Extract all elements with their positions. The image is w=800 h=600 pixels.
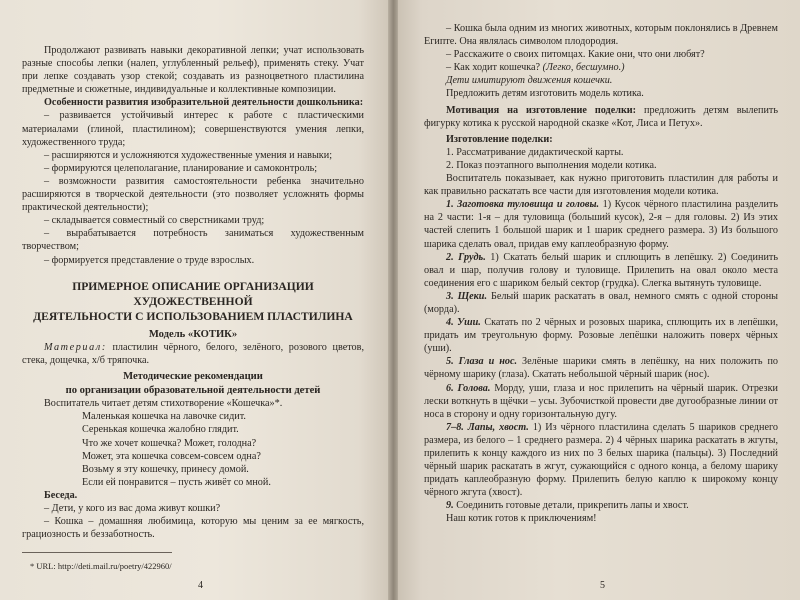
step-label: 4. Уши. bbox=[446, 317, 481, 329]
footnote-rule bbox=[22, 552, 172, 553]
talk-line: – Кошка – домашняя любимица, которую мы ценим за ее мягкость, грациозность и беззаботность. bbox=[22, 516, 364, 541]
step-label: 7–8. Лапы, хвост. bbox=[446, 421, 529, 433]
poem-line: Серенькая кошечка жалобно глядит. bbox=[82, 424, 239, 436]
poem-line: Возьму я эту кошечку, принесу домой. bbox=[82, 463, 249, 475]
materials-text: пластилин чёрного, белого, зелёного, розового цветов, стека, дощечка, х/б тряпочка. bbox=[22, 342, 364, 367]
poem-line: Может, эта кошечка совсем-совсем одна? bbox=[82, 450, 261, 462]
step-paragraph bbox=[424, 251, 778, 290]
features-list bbox=[22, 109, 364, 266]
step-paragraph bbox=[424, 499, 778, 512]
section-heading-line: ПРИМЕРНОЕ ОПИСАНИЕ ОРГАНИЗАЦИИ ХУДОЖЕСТВЕННОЙ bbox=[72, 279, 314, 308]
materials-paragraph bbox=[22, 341, 364, 367]
paragraph: – Расскажите о своих питомцах. Какие они, что они любят? bbox=[446, 49, 705, 61]
features-item: – возможности развития самостоятельности ребенка значительно расширяются в творческой деятельности (это позволяет усложнять формы практической деятельности); bbox=[22, 175, 364, 214]
poem-line: Если ей понравится – пусть живёт со мной. bbox=[82, 476, 271, 488]
features-title: Особенности развития изобразительной деятельности дошкольника: bbox=[44, 97, 364, 109]
features-item: – расширяются и усложняются художественные умения и навыки; bbox=[44, 149, 333, 161]
motivation-paragraph bbox=[424, 104, 778, 130]
recommendations-heading-line: по организации образовательной деятельности детей bbox=[65, 384, 321, 396]
left-page bbox=[0, 0, 390, 600]
step-label: 3. Щеки. bbox=[446, 290, 487, 302]
step-paragraph bbox=[424, 316, 778, 355]
making-step: 1. Рассматривание дидактической карты. bbox=[446, 146, 624, 158]
step-text: 1) Скатать белый шарик и сплющить в лепёшку. 2) Соединить овал и шар, получив голову и туловище. Прилепить на овал около места соединения его с шариком белый сектор (грудка). Слегка вытянуть туловище. bbox=[424, 251, 778, 289]
answer-text: (Легко, бесшумно.) bbox=[542, 62, 625, 74]
paragraph bbox=[424, 61, 778, 74]
materials-label: Материал: bbox=[44, 342, 107, 354]
step-text: Морду, уши, глаза и нос прилепить на чёрный шарик. Отрезки лески воткнуть в щёчки – усы. Зубочисткой провести две дугообразные линии от носа в сторону и одну горизонтальную дугу. bbox=[424, 382, 778, 420]
motivation-text: предложить детям вылепить фигурку котика к русской народной сказке «Кот, Лиса и Петух». bbox=[424, 104, 779, 129]
left-page-content bbox=[22, 44, 364, 541]
making-title: Изготовление поделки: bbox=[446, 133, 553, 145]
features-item: – формируются целеполагание, планирование и самоконтроль; bbox=[44, 162, 318, 174]
features-item: – складывается совместный со сверстниками труд; bbox=[44, 215, 265, 227]
paragraph: Дети имитируют движения кошечки. bbox=[446, 75, 613, 87]
model-title: Модель «КОТИК» bbox=[148, 328, 238, 340]
step-text: Соединить готовые детали, прикрепить лапы и хвост. bbox=[453, 500, 689, 512]
step-text: Скатать по 2 чёрных и розовых шарика, сплющить их в лепёшки, придать им треугольную форму. Розовые лепёшки наложить поверх чёрных (уши). bbox=[424, 317, 779, 355]
motivation-label: Мотивация на изготовление поделки: bbox=[446, 104, 637, 116]
step-label: 2. Грудь. bbox=[446, 251, 486, 263]
recommendations-heading bbox=[22, 370, 364, 397]
poem-line: Маленькая кошечка на лавочке сидит. bbox=[82, 411, 246, 423]
paragraph: – Кошка была одним из многих животных, которым поклонялись в Древнем Египте. Она являлась символом плодородия. bbox=[424, 23, 778, 48]
paragraph: Предложить детям изготовить модель котика. bbox=[446, 88, 644, 100]
step-paragraph bbox=[424, 290, 778, 316]
step-paragraph bbox=[424, 382, 778, 421]
features-item: – формируется представление о труде взрослых. bbox=[44, 254, 255, 266]
recommendations-heading-line: Методические рекомендации bbox=[123, 371, 263, 383]
closing-line: Наш котик готов к приключениям! bbox=[446, 513, 597, 525]
page-number: 4 bbox=[198, 580, 203, 591]
intro-paragraph: Продолжают развивать навыки декоративной лепки; учат использовать разные способы лепки (налеп, углубленный рельеф), применять стеку. Учат при лепке создавать узор стекой; создавать из разноцветного пластилина предметные и сюжетные, индивидуальные и коллективные композиции. bbox=[22, 45, 364, 96]
step-paragraph bbox=[424, 198, 778, 250]
features-item: – вырабатывается потребность заниматься художественным творчеством; bbox=[22, 228, 364, 253]
section-heading bbox=[22, 279, 364, 324]
step-label: 1. Заготовка туловища и головы. bbox=[446, 199, 600, 211]
step-text: Зелёные шарики смять в лепёшку, на них положить по чёрному шарику (глаза). Скатать небольшой чёрный шарик (нос). bbox=[424, 356, 778, 381]
step-label: 6. Голова. bbox=[446, 382, 491, 394]
page-number: 5 bbox=[600, 580, 605, 591]
step-label: 9. bbox=[446, 500, 454, 512]
features-item: – развивается устойчивый интерес к работе с пластическими материалами (глиной, пластилином); совершенствуются умения лепки, художественного труда; bbox=[22, 110, 364, 148]
teacher-reads: Воспитатель читает детям стихотворение «Кошечка»*. bbox=[44, 398, 283, 410]
teacher-shows: Воспитатель показывает, как нужно приготовить пластилин для работы и как правильно раскатать все части для изготовления модели котика. bbox=[424, 173, 778, 198]
right-page-content bbox=[424, 22, 778, 526]
step-label: 5. Глаза и нос. bbox=[446, 356, 518, 368]
question-text: – Как ходит кошечка? bbox=[446, 62, 543, 74]
making-step: 2. Показ поэтапного выполнения модели котика. bbox=[446, 159, 657, 171]
right-page bbox=[398, 0, 800, 600]
talk-title: Беседа. bbox=[44, 489, 78, 501]
footnote: * URL: http://deti.mail.ru/poetry/422960/ bbox=[30, 561, 172, 571]
poem bbox=[82, 410, 364, 489]
step-paragraph bbox=[424, 421, 778, 500]
step-text: 1) Кусок чёрного пластилина разделить на 2 части: 1-я – для туловища (больший кусок), 2-я – для головы. 2) Из этих частей слепить 1 большой шарик и 1 шарик среднего размера. 3) Из большого шарика сделать овал, придав ему каплеобразную форму. bbox=[424, 199, 778, 250]
section-heading-line: ДЕЯТЕЛЬНОСТИ С ИСПОЛЬЗОВАНИЕМ ПЛАСТИЛИНА bbox=[33, 309, 353, 323]
talk-line: – Дети, у кого из вас дома живут кошки? bbox=[44, 503, 221, 515]
poem-line: Что же хочет кошечка? Может, голодна? bbox=[82, 437, 257, 449]
step-paragraph bbox=[424, 355, 778, 381]
step-text: 1) Из чёрного пластилина сделать 5 шариков среднего размера, из белого – 1 среднего размера. 2) 4 чёрных шарика раскатать в жгуты, прилепить к концу каждого из них по 3 белых шарика (пальцы). 3) Последний чёрный шарик раскатать в жгут, сужающийся с одного конца, а белому шарику придать каплеобразную форму. Прилепить белую каплю к широкому концу чёрного жгута (хвост). bbox=[424, 421, 778, 499]
step-text: Белый шарик раскатать в овал, немного смять с одной стороны (морда). bbox=[424, 290, 779, 315]
